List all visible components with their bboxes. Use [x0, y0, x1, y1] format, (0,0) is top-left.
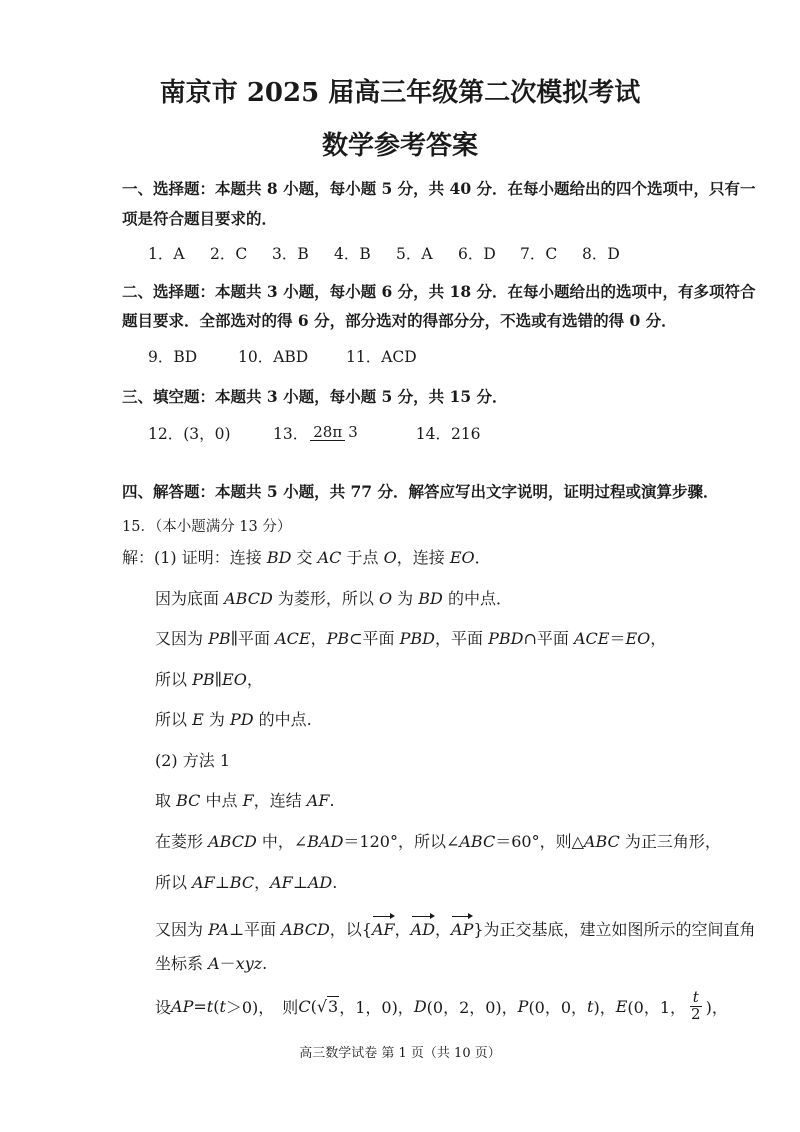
solution-line-1: 解：(1) 证明：连接 BD 交 AC 于点 O，连接 EO．	[122, 548, 491, 567]
solution-line-10: 又因为 PA⊥平面 ABCD，以{AF，AD，AP}为正交基底，建立如图所示的空间直角	[155, 914, 756, 940]
fraction-t-over-2: $\frac{t}{2}$	[691, 988, 701, 1023]
answer-14: 14．216	[415, 425, 481, 443]
answer-3: 3．B	[272, 245, 309, 263]
section4-heading: 四、解答题：本题共 5 小题，共 77 分．解答应写出文字说明，证明过程或演算步骤．	[122, 482, 719, 501]
sqrt-3: √3	[316, 996, 339, 1016]
section2-heading-line2: 题目要求．全部选对的得 6 分，部分选对的得部分分，不选或有选错的得 0 分．	[122, 311, 677, 330]
solution-line-4: 所以 PB∥EO，	[155, 670, 263, 689]
answer-13-fraction	[310, 422, 361, 442]
section1-heading-line1: 一、选择题：本题共 8 小题，每小题 5 分，共 40 分．在每小题给出的四个选项中，只有一	[122, 179, 756, 198]
answer-12: 12．(3，0)	[148, 425, 231, 443]
section3-answers	[148, 422, 481, 444]
answer-11: 11．ACD	[346, 348, 417, 366]
section1-heading-line2: 项是符合题目要求的．	[122, 209, 278, 228]
page-footer: 高三数学试卷 第 1 页（共 10 页）	[299, 1046, 501, 1061]
solution-line-12: 设 AP = t ( t ＞0)， 则 C ( √3 ，1，0)， D (0，2，0)， P (0，0， t )， E (0，1， $\frac{t}{2}$ )，	[155, 988, 728, 1023]
page-title: 南京市 2025 届高三年级第二次模拟考试	[159, 78, 641, 108]
question-15-header: 15．（本小题满分 13 分）	[122, 519, 292, 535]
section1-answers	[148, 242, 644, 264]
solution-line-6: (2) 方法 1	[155, 751, 231, 770]
solution-line-8: 在菱形 ABCD 中，∠BAD＝120°，所以∠ABC＝60°，则△ABC 为正三角形，	[155, 832, 721, 851]
section2-answers	[148, 345, 417, 367]
solution-line-9: 所以 AF⊥BC，AF⊥AD.	[155, 873, 338, 892]
vector-ap: AP	[451, 914, 473, 939]
answer-7: 7．C	[520, 245, 558, 263]
section3-heading: 三、填空题：本题共 3 小题，每小题 5 分，共 15 分．	[122, 387, 508, 406]
solution-line-3: 又因为 PB∥平面 ACE，PB⊂平面 PBD，平面 PBD∩平面 ACE＝EO，	[155, 629, 667, 648]
answer-4: 4．B	[334, 245, 371, 263]
solution-line-5: 所以 E 为 PD 的中点.	[155, 710, 312, 729]
solution-line-11: 坐标系 A－xyz.	[155, 954, 268, 973]
answer-10: 10．ABD	[238, 348, 309, 366]
solution-line-2: 因为底面 ABCD 为菱形，所以 O 为 BD 的中点．	[155, 589, 512, 608]
answer-6: 6．D	[458, 245, 496, 263]
page-subtitle: 数学参考答案	[321, 131, 478, 161]
answer-8: 8．D	[582, 245, 620, 263]
fraction-numerator: 28π	[310, 425, 345, 442]
answer-13-label: 13．	[273, 425, 309, 443]
solution-line-7: 取 BC 中点 F，连结 AF.	[155, 791, 335, 810]
vector-ad: AD	[411, 914, 435, 939]
answer-1: 1．A	[148, 245, 185, 263]
answer-9: 9．BD	[148, 348, 198, 366]
section2-heading-line1: 二、选择题：本题共 3 小题，每小题 6 分，共 18 分．在每小题给出的选项中，有多项符合	[122, 282, 756, 301]
vector-af: AF	[372, 914, 395, 939]
answer-5: 5．A	[396, 245, 433, 263]
answer-2: 2．C	[210, 245, 248, 263]
fraction-denominator: 3	[348, 422, 358, 441]
